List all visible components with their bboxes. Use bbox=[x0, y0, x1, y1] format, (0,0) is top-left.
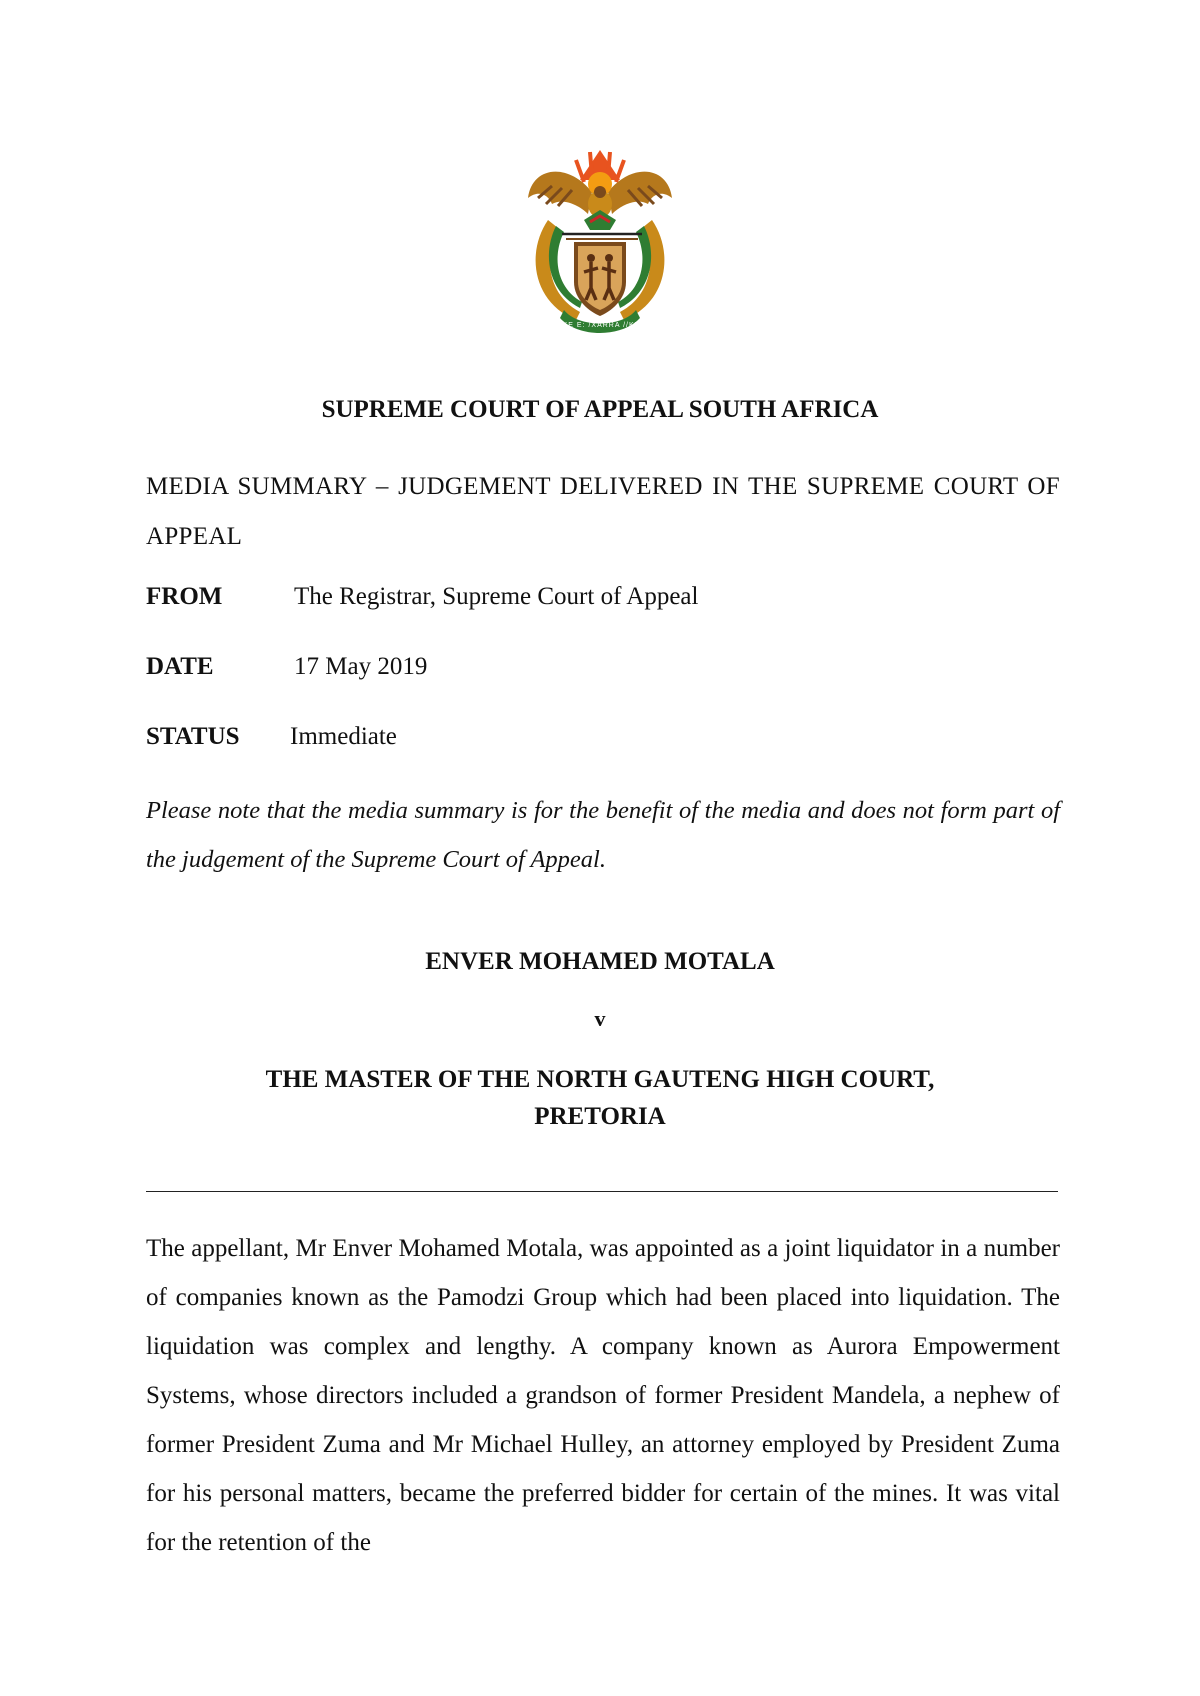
appellant-name: ENVER MOHAMED MOTALA bbox=[425, 948, 775, 975]
from-value: The Registrar, Supreme Court of Appeal bbox=[294, 583, 699, 610]
respondent-name-line1: THE MASTER OF THE NORTH GAUTENG HIGH COURT, bbox=[265, 1066, 935, 1093]
date-value: 17 May 2019 bbox=[294, 653, 428, 680]
status-value: Immediate bbox=[290, 723, 397, 750]
section-divider bbox=[146, 1191, 1058, 1192]
media-summary-title: MEDIA SUMMARY – JUDGEMENT DELIVERED IN THE SUPREME COURT OF APPEAL bbox=[146, 473, 1060, 550]
from-label: FROM bbox=[146, 583, 223, 610]
summary-paragraph: The appellant, Mr Enver Mohamed Motala, was appointed as a joint liquidator in a number of companies known as the Pamodzi Group which had been placed into liquidation. The liquidation was complex and lengthy. A company known as Aurora Empowerment Systems, whose directors included a grandson of former President Mandela, a nephew of former President Zuma and Mr Michael Hulley, an attorney employed by President Zuma for his personal matters, became the preferred bidder for certain of the mines. It was vital for the retention of the bbox=[146, 1235, 1060, 1556]
coat-of-arms-emblem bbox=[518, 142, 682, 334]
versus-label: v bbox=[594, 1006, 606, 1031]
status-label: STATUS bbox=[146, 723, 240, 750]
media-disclaimer-note: Please note that the media summary is for the benefit of the media and does not form part of the judgement of the Supreme Court of Appeal. bbox=[146, 797, 1060, 873]
date-label: DATE bbox=[146, 653, 214, 680]
court-name-heading: SUPREME COURT OF APPEAL SOUTH AFRICA bbox=[321, 396, 879, 423]
coat-motto-text: !KE E: /XARRA //KE bbox=[559, 322, 641, 329]
respondent-name-line2: PRETORIA bbox=[534, 1103, 666, 1130]
